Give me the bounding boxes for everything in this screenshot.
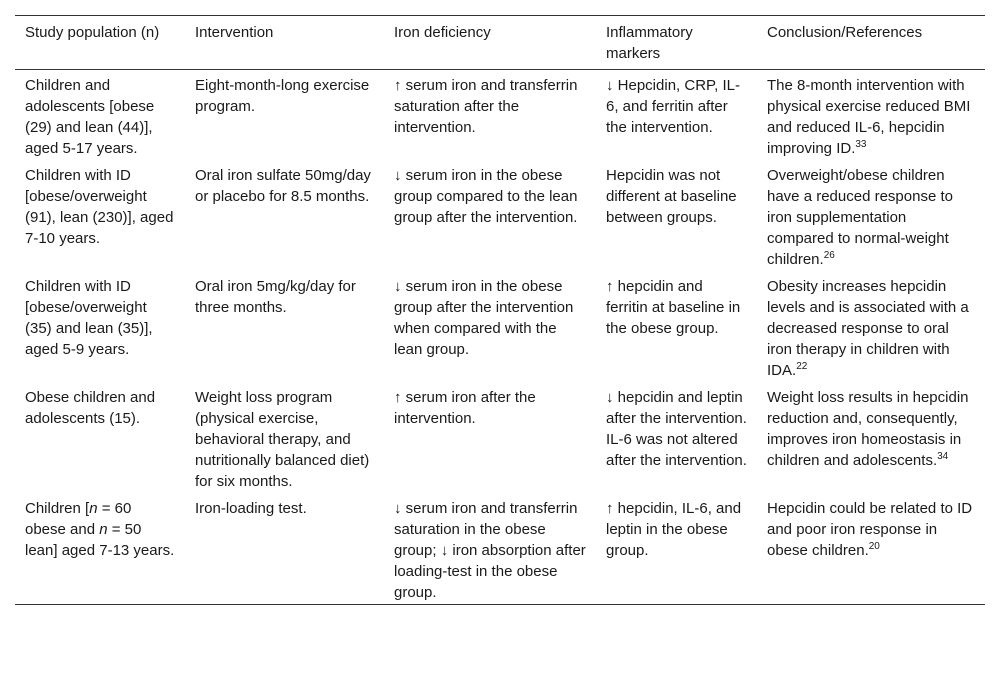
table-row (15, 382, 985, 493)
table-row (15, 160, 985, 271)
cell-conclusion (757, 493, 985, 605)
cell-inflammatory: ↓ Hepcidin, CRP, IL-6, and ferritin after the intervention. (606, 77, 740, 136)
reference-number[interactable]: 20 (868, 541, 880, 552)
italic-n: n (99, 521, 108, 538)
header-study-population: Study population (n) (25, 24, 160, 41)
table-row (15, 70, 985, 161)
cell-population: Obese children and adolescents (15). (25, 389, 156, 427)
cell-intervention: Oral iron sulfate 50mg/day or placebo for 8.5 months. (195, 167, 371, 205)
cell-intervention: Eight-month-long exercise program. (195, 77, 370, 115)
cell-intervention: Oral iron 5mg/kg/day for three months. (195, 278, 356, 316)
cell-iron-deficiency: ↓ serum iron in the obese group compared to the lean group after the intervention. (394, 167, 578, 226)
cell-inflammatory: ↑ hepcidin, IL-6, and leptin in the obese group. (606, 500, 742, 559)
conclusion-text: The 8-month intervention with physical exercise reduced BMI and reduced IL-6, hepcidin improving ID. (767, 77, 971, 157)
cell-iron-deficiency: ↑ serum iron after the intervention. (394, 389, 536, 427)
population-text: = 60 obese and (25, 500, 132, 538)
reference-number[interactable]: 22 (796, 361, 808, 372)
cell-population: Children with ID [obese/overweight (35) and lean (35)], aged 5-9 years. (25, 278, 153, 358)
header-iron-deficiency: Iron deficiency (394, 24, 491, 41)
conclusion-text: Weight loss results in hepcidin reduction and, consequently, improves iron homeostasis in children and adolescents. (767, 389, 969, 469)
cell-iron-deficiency: ↓ serum iron in the obese group after the intervention when compared with the lean group. (394, 278, 574, 358)
cell-inflammatory: ↑ hepcidin and ferritin at baseline in the obese group. (606, 278, 741, 337)
population-text: = 50 lean] aged 7-13 years. (25, 521, 175, 559)
header-inflammatory-markers: Inflammatory markers (606, 24, 693, 62)
header-intervention: Intervention (195, 24, 274, 41)
italic-n: n (89, 500, 98, 517)
cell-conclusion (757, 271, 985, 382)
conclusion-text: Overweight/obese children have a reduced response to iron supplementation compared to normal-weight children. (767, 167, 953, 268)
cell-inflammatory: ↓ hepcidin and leptin after the intervention. IL-6 was not altered after the intervention. (606, 389, 747, 469)
table-row (15, 493, 985, 605)
header-row (15, 16, 985, 70)
population-text: Children [ (25, 500, 90, 517)
study-table (15, 15, 985, 605)
reference-number[interactable]: 34 (937, 451, 949, 462)
header-conclusion-references: Conclusion/References (767, 24, 923, 41)
cell-intervention: Iron-loading test. (195, 500, 307, 517)
cell-population (15, 493, 185, 605)
cell-conclusion (757, 382, 985, 493)
table-body (15, 70, 985, 605)
cell-inflammatory: Hepcidin was not different at baseline between groups. (606, 167, 737, 226)
table-header (15, 16, 985, 70)
reference-number[interactable]: 26 (823, 250, 835, 261)
conclusion-text: Obesity increases hepcidin levels and is associated with a decreased response to oral iron therapy in children with IDA. (767, 278, 969, 379)
cell-conclusion (757, 160, 985, 271)
cell-intervention: Weight loss program (physical exercise, behavioral therapy, and nutritionally balanced diet) for six months. (195, 389, 370, 490)
cell-conclusion (757, 70, 985, 161)
cell-population: Children with ID [obese/overweight (91), lean (230)], aged 7-10 years. (25, 167, 174, 247)
cell-population: Children and adolescents [obese (29) and lean (44)], aged 5-17 years. (25, 77, 155, 157)
cell-iron-deficiency: ↑ serum iron and transferrin saturation after the intervention. (394, 77, 578, 136)
conclusion-text: Hepcidin could be related to ID and poor iron response in obese children. (767, 500, 973, 559)
reference-number[interactable]: 33 (855, 139, 867, 150)
table-row (15, 271, 985, 382)
cell-iron-deficiency: ↓ serum iron and transferrin saturation in the obese group; ↓ iron absorption after loading-test in the obese group. (394, 500, 586, 601)
